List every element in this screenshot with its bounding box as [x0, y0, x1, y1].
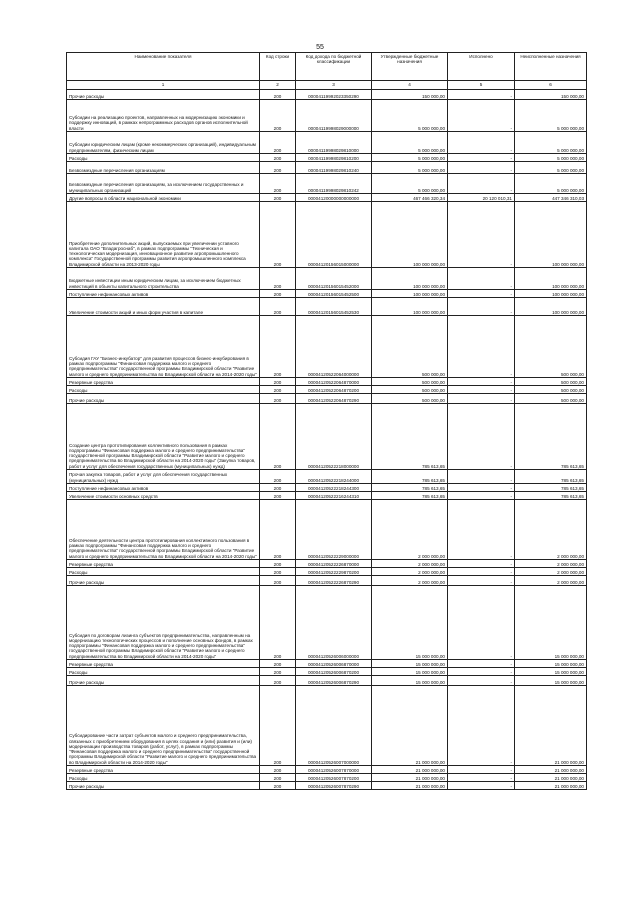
row-line-code: 200	[260, 298, 296, 316]
row-budget-code: 00004120526006870200	[296, 668, 372, 676]
row-line-code: 200	[260, 290, 296, 298]
row-unexecuted: 785 613,65	[515, 404, 587, 470]
row-approved: 500 000,00	[372, 378, 448, 386]
column-number: 4	[372, 81, 448, 90]
row-budget-code: 00004119992023350290	[296, 90, 372, 100]
header-budget-code: Код дохода по бюджетной классификации	[296, 53, 372, 81]
row-budget-code: 00004120526007870000	[296, 766, 372, 774]
row-approved: 467 466 320,34	[372, 194, 448, 202]
row-executed: -	[448, 576, 515, 586]
row-unexecuted: 5 000 000,00	[515, 154, 587, 162]
row-unexecuted: 785 613,65	[515, 470, 587, 484]
row-name: Другие вопросы в области национальной экономики	[67, 194, 260, 202]
row-executed: -	[448, 202, 515, 268]
row-approved: 15 000 000,00	[372, 660, 448, 668]
row-approved: 21 000 000,00	[372, 686, 448, 766]
table-row	[67, 560, 587, 568]
row-executed: -	[448, 492, 515, 500]
row-unexecuted: 15 000 000,00	[515, 668, 587, 676]
row-budget-code: 00004119998029810200	[296, 154, 372, 162]
row-name: Создание центра прототипирования коллективного пользования в рамках подпрограммы "Финансовая поддержка малого и среднего предпринимательства" государственной программы Владимирской области "Развитие малого и среднего предпринимательства во Владимирской области на 2014-2020 годы" (Закупка товаров, работ и услуг для обеспечения государственных (муниципальных) нужд)	[67, 404, 260, 470]
row-line-code: 200	[260, 100, 296, 132]
row-budget-code: 00004120522218244300	[296, 484, 372, 492]
row-unexecuted: 5 000 000,00	[515, 132, 587, 154]
row-name: Субсидия ГАУ "Бизнес-инкубатор" для развития процессов бизнес-инкубирования в рамках подпрограммы "Финансовая поддержка малого и среднего предпринимательства" государственной программы Владимирской области "Развитие малого и среднего предпринимательства во Владимирской области на 2014-2020 годы"	[67, 316, 260, 378]
row-approved: 785 613,65	[372, 492, 448, 500]
table-row	[67, 386, 587, 394]
row-name: Субсидии на реализацию проектов, направленных на модернизацию экономики и поддержку инноваций, в рамках непрограммных расходов органов исполнительной власти	[67, 100, 260, 132]
row-unexecuted: 785 613,65	[515, 492, 587, 500]
row-approved: 500 000,00	[372, 394, 448, 404]
row-name: Расходы	[67, 154, 260, 162]
row-line-code: 200	[260, 470, 296, 484]
table-header	[67, 53, 587, 90]
row-line-code: 200	[260, 268, 296, 290]
row-budget-code: 00004120526007870290	[296, 782, 372, 790]
table-row	[67, 90, 587, 100]
row-executed: -	[448, 668, 515, 676]
row-approved: 2 000 000,00	[372, 500, 448, 560]
row-budget-code: 00004120526007870200	[296, 774, 372, 782]
row-unexecuted: 21 000 000,00	[515, 782, 587, 790]
row-line-code: 200	[260, 202, 296, 268]
row-executed: -	[448, 100, 515, 132]
table-row	[67, 174, 587, 194]
table-row	[67, 492, 587, 500]
row-unexecuted: 15 000 000,00	[515, 586, 587, 660]
row-name: Увеличение стоимости основных средств	[67, 492, 260, 500]
row-name: Безвозмездные перечисления организациям	[67, 162, 260, 174]
row-approved: 2 000 000,00	[372, 560, 448, 568]
row-approved: 5 000 000,00	[372, 154, 448, 162]
table-row	[67, 290, 587, 298]
row-budget-code: 00004120526006870000	[296, 660, 372, 668]
row-approved: 15 000 000,00	[372, 586, 448, 660]
row-line-code: 200	[260, 782, 296, 790]
row-unexecuted: 100 000 000,00	[515, 268, 587, 290]
row-budget-code: 00004120526007000000	[296, 686, 372, 766]
row-name: Прочие расходы	[67, 394, 260, 404]
column-number: 3	[296, 81, 372, 90]
row-approved: 785 613,65	[372, 470, 448, 484]
row-line-code: 200	[260, 404, 296, 470]
row-unexecuted: 500 000,00	[515, 386, 587, 394]
header-unexecuted: Неисполненные назначения	[515, 53, 587, 81]
row-executed: -	[448, 470, 515, 484]
row-unexecuted: 2 000 000,00	[515, 568, 587, 576]
row-name: Резервные средства	[67, 660, 260, 668]
row-line-code: 200	[260, 174, 296, 194]
budget-report-table	[66, 52, 587, 790]
row-executed: -	[448, 500, 515, 560]
row-unexecuted: 5 000 000,00	[515, 100, 587, 132]
row-budget-code: 00004119998029000000	[296, 100, 372, 132]
column-number: 5	[448, 81, 515, 90]
table-row	[67, 470, 587, 484]
table-row	[67, 774, 587, 782]
row-line-code: 200	[260, 766, 296, 774]
row-executed: -	[448, 404, 515, 470]
row-executed: 20 120 010,31	[448, 194, 515, 202]
row-budget-code: 00004119998029810000	[296, 132, 372, 154]
table-row	[67, 484, 587, 492]
row-line-code: 200	[260, 686, 296, 766]
row-name: Субсидия по договорам лизинга субъектов предпринимательства, направленным на модернизацию технологических процессов и пополнение основных фондов, в рамках подпрограммы "Финансовая поддержка малого и среднего предпринимательства" государственной программы Владимирской области "Развитие малого и среднего предпринимательства во Владимирской области на 2014-2020 годы"	[67, 586, 260, 660]
row-executed: -	[448, 268, 515, 290]
row-budget-code: 00004120156015452000	[296, 268, 372, 290]
row-executed: -	[448, 174, 515, 194]
table-row	[67, 154, 587, 162]
table-row	[67, 316, 587, 378]
row-executed: -	[448, 676, 515, 686]
row-approved: 100 000 000,00	[372, 290, 448, 298]
row-approved: 100 000 000,00	[372, 268, 448, 290]
row-budget-code: 00004120522218244000	[296, 470, 372, 484]
row-unexecuted: 21 000 000,00	[515, 686, 587, 766]
row-executed: -	[448, 132, 515, 154]
row-line-code: 200	[260, 660, 296, 668]
table-row	[67, 394, 587, 404]
row-line-code: 200	[260, 492, 296, 500]
row-unexecuted: 15 000 000,00	[515, 660, 587, 668]
row-line-code: 200	[260, 154, 296, 162]
row-unexecuted: 500 000,00	[515, 316, 587, 378]
row-unexecuted: 447 346 310,03	[515, 194, 587, 202]
table-row	[67, 132, 587, 154]
row-unexecuted: 2 000 000,00	[515, 500, 587, 560]
row-budget-code: 00004119998029810242	[296, 174, 372, 194]
table-row	[67, 100, 587, 132]
row-budget-code: 00004120522064870200	[296, 386, 372, 394]
row-budget-code: 00004120522229000000	[296, 500, 372, 560]
row-line-code: 200	[260, 386, 296, 394]
row-unexecuted: 100 000 000,00	[515, 290, 587, 298]
row-executed: -	[448, 154, 515, 162]
header-executed: Исполнено	[448, 53, 515, 81]
row-line-code: 200	[260, 162, 296, 174]
row-name: Расходы	[67, 774, 260, 782]
header-line-code: Код строки	[260, 53, 296, 81]
row-executed: -	[448, 90, 515, 100]
row-approved: 5 000 000,00	[372, 162, 448, 174]
row-approved: 2 000 000,00	[372, 576, 448, 586]
row-name: Субсидии юридическим лицам (кроме некоммерческих организаций), индивидуальным предпринимателям, физическим лицам	[67, 132, 260, 154]
row-executed: -	[448, 766, 515, 774]
row-approved: 150 000,00	[372, 90, 448, 100]
row-budget-code: 00004120526006000000	[296, 586, 372, 660]
row-unexecuted: 500 000,00	[515, 394, 587, 404]
row-unexecuted: 100 000 000,00	[515, 298, 587, 316]
row-budget-code: 00004120522216244310	[296, 492, 372, 500]
row-executed: -	[448, 586, 515, 660]
row-approved: 500 000,00	[372, 386, 448, 394]
row-unexecuted: 100 000 000,00	[515, 202, 587, 268]
row-budget-code: 00004120522064870000	[296, 378, 372, 386]
row-executed: -	[448, 660, 515, 668]
row-approved: 100 000 000,00	[372, 298, 448, 316]
table-row	[67, 162, 587, 174]
table-row	[67, 568, 587, 576]
row-name: Прочие расходы	[67, 576, 260, 586]
row-executed: -	[448, 378, 515, 386]
row-executed: -	[448, 686, 515, 766]
row-name: Резервные средства	[67, 766, 260, 774]
table-row	[67, 268, 587, 290]
header-indicator-name: Наименование показателя	[67, 53, 260, 81]
column-number: 2	[260, 81, 296, 90]
table-row	[67, 668, 587, 676]
row-line-code: 200	[260, 378, 296, 386]
row-executed: -	[448, 394, 515, 404]
row-name: Безвозмездные перечисления организациям, за исключением государственных и муниципальных организаций	[67, 174, 260, 194]
row-name: Обеспечение деятельности центра прототипирования коллективного пользования в рамках подпрограммы "Финансовая поддержка малого и среднего предпринимательства" государственной программы Владимирской области "Развитие малого и среднего предпринимательства во Владимирской области на 2014-2020 годы"	[67, 500, 260, 560]
table-row	[67, 378, 587, 386]
row-approved: 785 613,65	[372, 404, 448, 470]
row-budget-code: 00004120156015452530	[296, 298, 372, 316]
row-unexecuted: 5 000 000,00	[515, 162, 587, 174]
row-line-code: 200	[260, 90, 296, 100]
row-approved: 100 000 000,00	[372, 202, 448, 268]
row-budget-code: 00004120526006870290	[296, 676, 372, 686]
table-row	[67, 586, 587, 660]
table-row	[67, 202, 587, 268]
row-approved: 15 000 000,00	[372, 676, 448, 686]
row-budget-code: 00004120522226870290	[296, 576, 372, 586]
row-unexecuted: 785 613,65	[515, 484, 587, 492]
row-unexecuted: 2 000 000,00	[515, 560, 587, 568]
row-line-code: 200	[260, 586, 296, 660]
row-budget-code: 00004120522226870000	[296, 560, 372, 568]
row-line-code: 200	[260, 676, 296, 686]
header-approved: Утвержденные бюджетные назначения	[372, 53, 448, 81]
row-executed: -	[448, 162, 515, 174]
page-number: 55	[316, 44, 324, 51]
table-row	[67, 766, 587, 774]
row-executed: -	[448, 568, 515, 576]
table-row	[67, 660, 587, 668]
row-name: Прочие расходы	[67, 782, 260, 790]
table-row	[67, 782, 587, 790]
table-row	[67, 404, 587, 470]
row-unexecuted: 15 000 000,00	[515, 676, 587, 686]
row-unexecuted: 21 000 000,00	[515, 766, 587, 774]
table-row	[67, 686, 587, 766]
table-body	[67, 90, 587, 790]
row-executed: -	[448, 484, 515, 492]
row-approved: 21 000 000,00	[372, 774, 448, 782]
row-name: Поступление нефинансовых активов	[67, 290, 260, 298]
row-approved: 21 000 000,00	[372, 766, 448, 774]
row-name: Расходы	[67, 386, 260, 394]
row-executed: -	[448, 298, 515, 316]
row-unexecuted: 21 000 000,00	[515, 774, 587, 782]
row-line-code: 200	[260, 132, 296, 154]
table-row	[67, 500, 587, 560]
row-budget-code: 00004120522064000000	[296, 316, 372, 378]
row-approved: 5 000 000,00	[372, 100, 448, 132]
row-executed: -	[448, 774, 515, 782]
row-budget-code: 00004120522218000000	[296, 404, 372, 470]
table-row	[67, 676, 587, 686]
row-budget-code: 00004120156015000000	[296, 202, 372, 268]
row-approved: 5 000 000,00	[372, 132, 448, 154]
row-name: Резервные средства	[67, 560, 260, 568]
column-number: 1	[67, 81, 260, 90]
row-budget-code: 00004119998029810240	[296, 162, 372, 174]
row-approved: 2 000 000,00	[372, 568, 448, 576]
row-line-code: 200	[260, 774, 296, 782]
row-name: Субсидирование части затрат субъектов малого и среднего предпринимательства, связанных с приобретением оборудования в целях создания и (или) развития и (или) модернизации производства товаров (работ, услуг), в рамках подпрограммы "Финансовая поддержка малого и среднего предпринимательства" государственной программы Владимирской области "Развитие малого и среднего предпринимательства во Владимирской области на 2014-2020 годы"	[67, 686, 260, 766]
row-line-code: 200	[260, 316, 296, 378]
row-executed: -	[448, 560, 515, 568]
row-approved: 5 000 000,00	[372, 174, 448, 194]
row-approved: 785 613,65	[372, 484, 448, 492]
row-name: Прочие расходы	[67, 676, 260, 686]
row-line-code: 200	[260, 194, 296, 202]
row-executed: -	[448, 386, 515, 394]
row-line-code: 200	[260, 576, 296, 586]
table-row	[67, 194, 587, 202]
row-budget-code: 00004120522064870290	[296, 394, 372, 404]
row-unexecuted: 2 000 000,00	[515, 576, 587, 586]
table-row	[67, 298, 587, 316]
row-name: Резервные средства	[67, 378, 260, 386]
row-name: Бюджетные инвестиции иным юридическим лицам, за исключением бюджетных инвестиций в объекты капитального строительства	[67, 268, 260, 290]
row-approved: 21 000 000,00	[372, 782, 448, 790]
column-number: 6	[515, 81, 587, 90]
row-name: Прочая закупка товаров, работ и услуг для обеспечения государственных (муниципальных) нужд	[67, 470, 260, 484]
row-approved: 500 000,00	[372, 316, 448, 378]
row-executed: -	[448, 316, 515, 378]
row-line-code: 200	[260, 568, 296, 576]
row-name: Расходы	[67, 668, 260, 676]
row-line-code: 200	[260, 500, 296, 560]
row-budget-code: 00004120522229870200	[296, 568, 372, 576]
row-unexecuted: 500 000,00	[515, 378, 587, 386]
row-executed: -	[448, 782, 515, 790]
row-unexecuted: 5 000 000,00	[515, 174, 587, 194]
row-approved: 15 000 000,00	[372, 668, 448, 676]
row-line-code: 200	[260, 668, 296, 676]
row-name: Расходы	[67, 568, 260, 576]
row-name: Увеличение стоимости акций и иных форм участия в капитале	[67, 298, 260, 316]
row-line-code: 200	[260, 560, 296, 568]
row-name: Поступление нефинансовых активов	[67, 484, 260, 492]
row-line-code: 200	[260, 484, 296, 492]
row-budget-code: 00004120156015452500	[296, 290, 372, 298]
row-budget-code: 00004120000000000000	[296, 194, 372, 202]
table-row	[67, 576, 587, 586]
row-line-code: 200	[260, 394, 296, 404]
row-unexecuted: 150 000,00	[515, 90, 587, 100]
row-name: Приобретение дополнительных акций, выпускаемых при увеличении уставного капитала ОАО "Владагроснаб", в рамках подпрограммы "Техническая и технологическая модернизация, инновационное развитие агропромышленного комплекса" Государственной программы развития агропромышленного комплекса Владимирской области на 2013-2020 годы	[67, 202, 260, 268]
column-number-row	[67, 81, 587, 90]
row-executed: -	[448, 290, 515, 298]
row-name: Прочие расходы	[67, 90, 260, 100]
